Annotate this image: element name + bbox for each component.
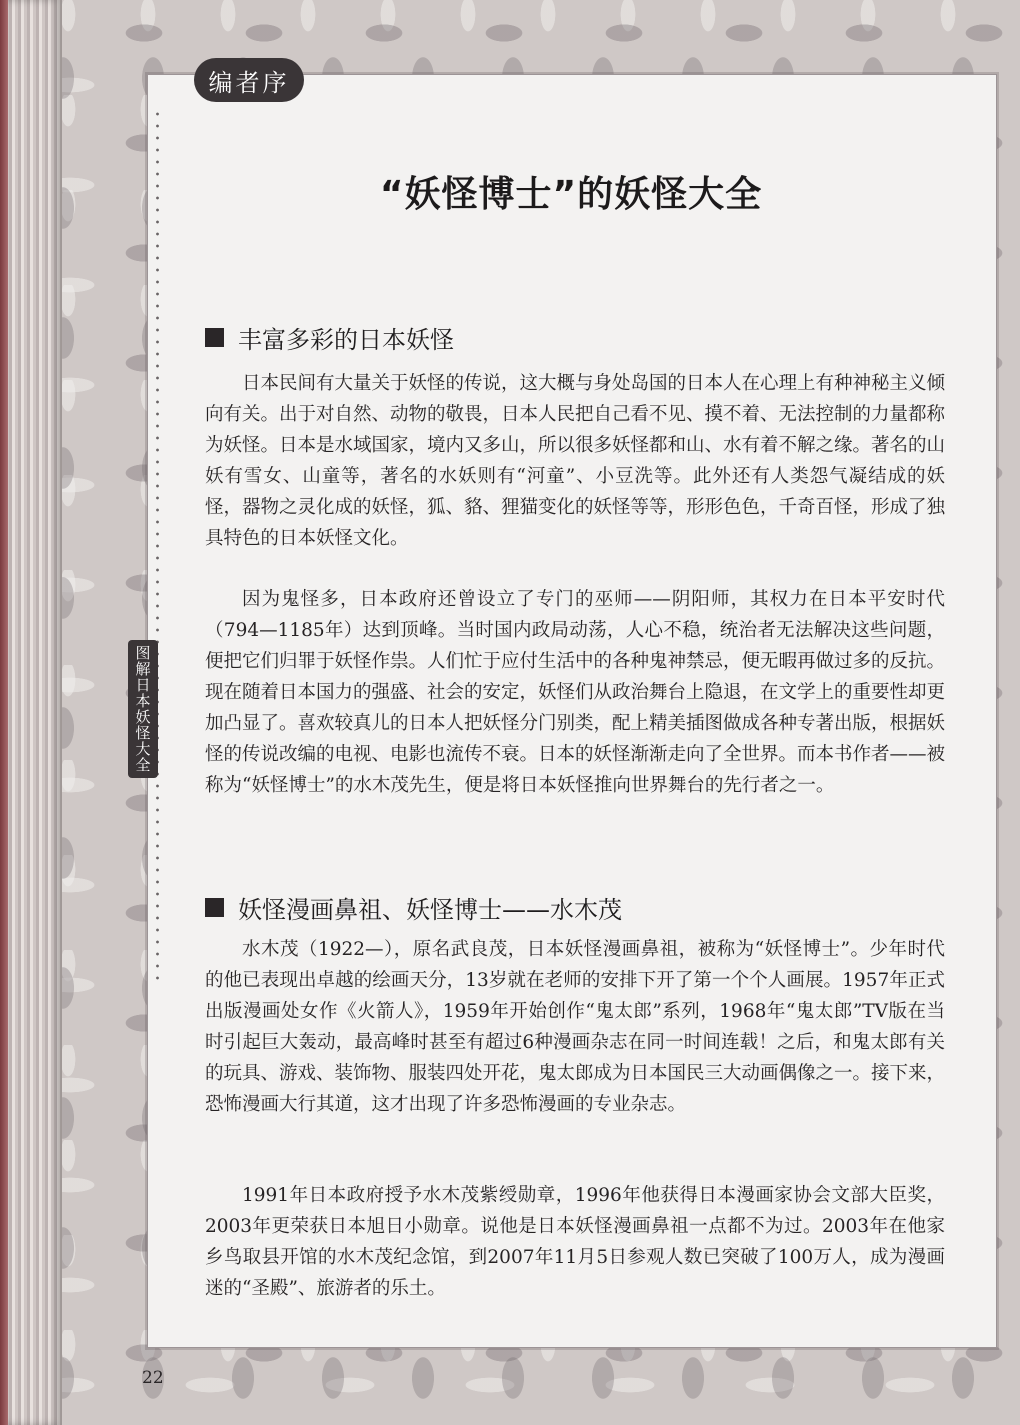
square-bullet-icon [205, 328, 224, 347]
book-title-side-tab [128, 640, 158, 778]
square-bullet-icon [205, 898, 224, 917]
section-heading-1-text: 丰富多彩的日本妖怪 [238, 326, 454, 354]
page-title: “妖怪博士”的妖怪大全 [379, 174, 763, 215]
book-page-edges [0, 0, 62, 1425]
preface-header-badge [194, 58, 304, 102]
book-cover-edge [0, 0, 8, 1425]
section-1-paragraph-1: 日本民间有大量关于妖怪的传说，这大概与身处岛国的日本人在心理上有种神秘主义倾向有关。出于对自然、动物的敬畏，日本人民把自己看不见、摸不着、无法控制的力量都称为妖怪。日本是水域国家，境内又多山，所以很多妖怪都和山、水有着不解之缘。著名的山妖有雪女、山童等，著名的水妖则有“河童”、小豆洗等。此外还有人类怨气凝结成的妖怪，器物之灵化成的妖怪，狐、貉、狸猫变化的妖怪等等，形形色色，千奇百怪，形成了独具特色的日本妖怪文化。 [205, 373, 946, 549]
section-2-paragraph-1: 水木茂（1922—），原名武良茂，日本妖怪漫画鼻祖，被称为“妖怪博士”。少年时代的他已表现出卓越的绘画天分，13岁就在老师的安排下开了第一个个人画展。1957年正式出版漫画处女作《火箭人》，1959年开始创作“鬼太郎”系列，1968年“鬼太郎”TV版在当时引起巨大轰动，最高峰时甚至有超过6种漫画杂志在同一时间连载！之后，和鬼太郎有关的玩具、游戏、装饰物、服装四处开花，鬼太郎成为日本国民三大动画偶像之一。接下来，恐怖漫画大行其道，这才出现了许多恐怖漫画的专业杂志。 [205, 939, 946, 1115]
preface-header-label: 编者序 [208, 68, 290, 97]
book-title-side-tab-text: 图解日本妖怪大全 [133, 645, 152, 773]
page-number: 22 [142, 1368, 164, 1388]
dotted-margin-line [156, 108, 159, 988]
section-2-paragraph-2: 1991年日本政府授予水木茂紫绶勋章，1996年他获得日本漫画家协会文部大臣奖，2003年更荣获日本旭日小勋章。说他是日本妖怪漫画鼻祖一点都不为过。2003年在他家乡鸟取县开馆的水木茂纪念馆，到2007年11月5日参观人数已突破了100万人，成为漫画迷的“圣殿”、旅游者的乐土。 [205, 1185, 945, 1299]
section-heading-1 [205, 320, 454, 355]
section-heading-2-text: 妖怪漫画鼻祖、妖怪博士——水木茂 [238, 896, 622, 924]
section-1-paragraph-2: 因为鬼怪多，日本政府还曾设立了专门的巫师——阴阳师，其权力在日本平安时代（794—1185年）达到顶峰。当时国内政局动荡，人心不稳，统治者无法解决这些问题，便把它们归罪于妖怪作祟。人们忙于应付生活中的各种鬼神禁忌，便无暇再做过多的反抗。现在随着日本国力的强盛、社会的安定，妖怪们从政治舞台上隐退，在文学上的重要性却更加凸显了。喜欢较真儿的日本人把妖怪分门别类，配上精美插图做成各种专著出版，根据妖怪的传说改编的电视、电影也流传不衰。日本的妖怪渐渐走向了全世界。而本书作者——被称为“妖怪博士”的水木茂先生，便是将日本妖怪推向世界舞台的先行者之一。 [205, 589, 946, 796]
section-heading-2 [205, 890, 622, 925]
